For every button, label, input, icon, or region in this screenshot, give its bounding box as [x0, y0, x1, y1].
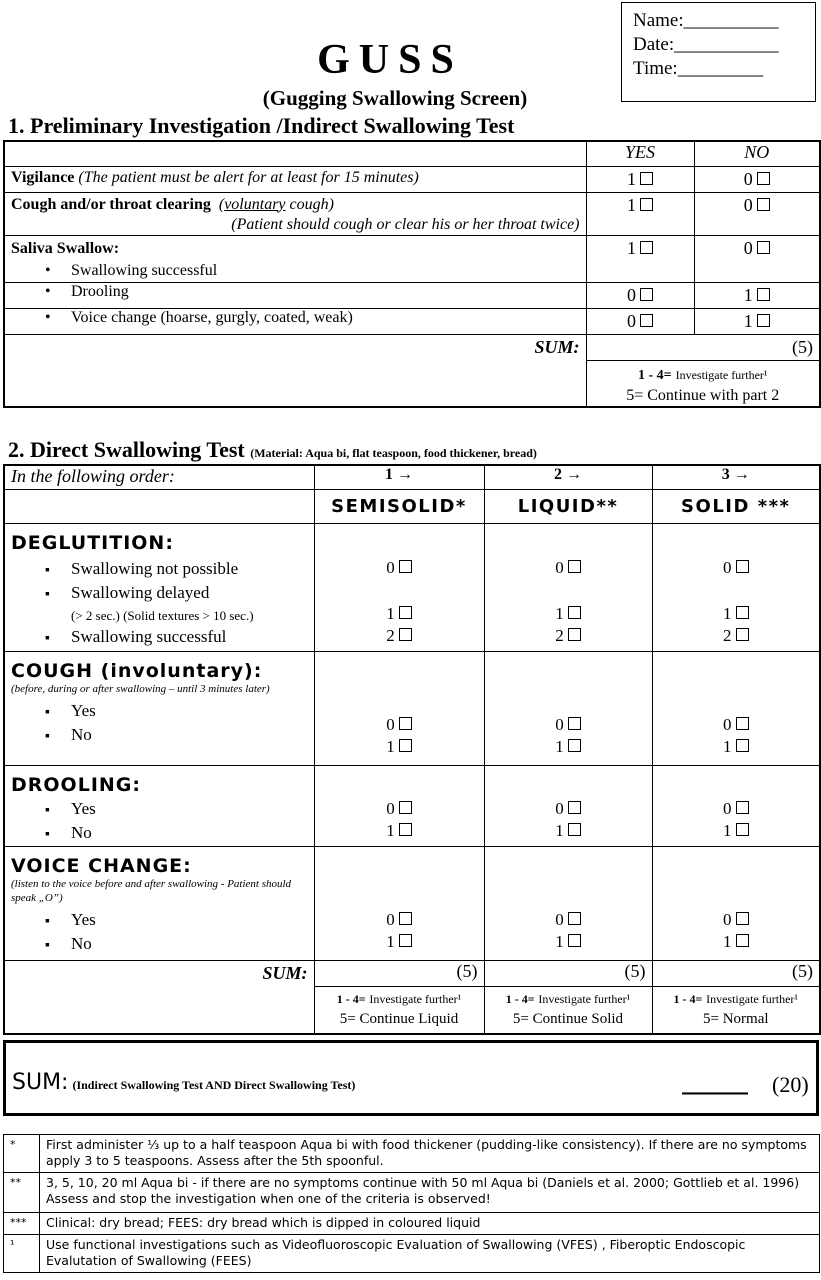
- cough-liquid[interactable]: 0 1: [484, 651, 652, 765]
- sum-semisolid[interactable]: (5): [314, 960, 484, 986]
- checkbox-icon[interactable]: [736, 801, 749, 814]
- checkbox-icon[interactable]: [736, 560, 749, 573]
- sum-liquid[interactable]: (5): [484, 960, 652, 986]
- checkbox-icon[interactable]: [640, 314, 653, 327]
- col-semisolid: SEMISOLID*: [314, 489, 484, 523]
- checkbox-icon[interactable]: [568, 717, 581, 730]
- checkbox-icon[interactable]: [399, 912, 412, 925]
- checkbox-icon[interactable]: [736, 739, 749, 752]
- part1-title: 1. Preliminary Investigation /Indirect Swallowing Test: [8, 113, 515, 138]
- footnote-symbol: ¹: [4, 1235, 40, 1273]
- checkbox-icon[interactable]: [399, 606, 412, 619]
- footnote-text: Use functional investigations such as Videofluoroscopic Evaluation of Swallowing (VFES) , Fiberoptic Endoscopic Evalutation of Swallowing (FEES): [40, 1235, 820, 1273]
- time-field[interactable]: Time:_________: [633, 58, 764, 79]
- footnote-symbol: *: [4, 1135, 40, 1173]
- drooling-yes[interactable]: 0: [586, 282, 694, 308]
- outcome-solid: 1 - 4= Investigate further¹ 5= Normal: [652, 986, 820, 1034]
- checkbox-icon[interactable]: [757, 241, 770, 254]
- checkbox-icon[interactable]: [568, 912, 581, 925]
- checkbox-icon[interactable]: [568, 823, 581, 836]
- voice-no[interactable]: 1: [694, 308, 820, 334]
- deglutition-liquid[interactable]: 0 1 2: [484, 523, 652, 651]
- total-sum-label: SUM:: [12, 1070, 69, 1095]
- part2-sum-label: SUM:: [4, 960, 314, 986]
- checkbox-icon[interactable]: [568, 606, 581, 619]
- checkbox-icon[interactable]: [640, 198, 653, 211]
- checkbox-icon[interactable]: [736, 823, 749, 836]
- vigilance-no[interactable]: 0: [694, 166, 820, 192]
- part1-sum-label: SUM:: [4, 334, 586, 360]
- col-no: NO: [694, 141, 820, 166]
- name-field[interactable]: Name:__________: [633, 10, 779, 31]
- checkbox-icon[interactable]: [568, 628, 581, 641]
- footnote-symbol: **: [4, 1173, 40, 1213]
- deglutition-section: DEGLUTITION: ▪ Swallowing not possible ▪ Swallowing delayed (> 2 sec.) (Solid textures > 10 sec.) ▪ Swallowing successful: [4, 523, 314, 651]
- date-field[interactable]: Date:___________: [633, 34, 779, 55]
- col-liquid: LIQUID**: [484, 489, 652, 523]
- cough-row: Cough and/or throat clearing (voluntary cough) (Patient should cough or clear his or her throat twice): [4, 192, 586, 235]
- voice-solid[interactable]: 0 1: [652, 846, 820, 960]
- checkbox-icon[interactable]: [568, 560, 581, 573]
- voice-semisolid[interactable]: 0 1: [314, 846, 484, 960]
- order-1: 1 →: [314, 465, 484, 489]
- order-label: In the following order:: [4, 465, 314, 489]
- deglutition-solid[interactable]: 0 1 2: [652, 523, 820, 651]
- drooling-no[interactable]: 1: [694, 282, 820, 308]
- checkbox-icon[interactable]: [640, 241, 653, 254]
- deglutition-semisolid[interactable]: 0 1 2: [314, 523, 484, 651]
- outcome-semisolid: 1 - 4= Investigate further¹ 5= Continue Liquid: [314, 986, 484, 1034]
- checkbox-icon[interactable]: [399, 801, 412, 814]
- cough-yes[interactable]: 1: [586, 192, 694, 235]
- voice-yes[interactable]: 0: [586, 308, 694, 334]
- drooling-solid[interactable]: 0 1: [652, 765, 820, 846]
- swallow-yes[interactable]: 1: [586, 235, 694, 282]
- total-sum-blank[interactable]: ______: [682, 1070, 748, 1095]
- part1-sum-value[interactable]: (5): [586, 334, 820, 360]
- footnote-text: First administer ⅓ up to a half teaspoon Aqua bi with food thickener (pudding-like consistency). If there are no symptoms apply 3 to 5 teaspoons. Assess after the 5th spoonful.: [40, 1135, 820, 1173]
- checkbox-icon[interactable]: [757, 198, 770, 211]
- total-sum-box: [3, 1040, 819, 1116]
- checkbox-icon[interactable]: [568, 739, 581, 752]
- checkbox-icon[interactable]: [757, 314, 770, 327]
- form-title: GUSS: [317, 37, 463, 83]
- total-sum-note: (Indirect Swallowing Test AND Direct Swallowing Test): [72, 1078, 356, 1092]
- order-2: 2 →: [484, 465, 652, 489]
- footnotes-table: [3, 1134, 820, 1273]
- col-yes: YES: [586, 141, 694, 166]
- col-solid: SOLID ***: [652, 489, 820, 523]
- cough-section: COUGH (involuntary): (before, during or after swallowing – until 3 minutes later) ▪ Yes ▪ No: [4, 651, 314, 765]
- checkbox-icon[interactable]: [757, 288, 770, 301]
- checkbox-icon[interactable]: [736, 717, 749, 730]
- drooling-liquid[interactable]: 0 1: [484, 765, 652, 846]
- part1-sum-note: 1 - 4= Investigate further¹ 5= Continue with part 2: [586, 360, 820, 407]
- checkbox-icon[interactable]: [399, 823, 412, 836]
- checkbox-icon[interactable]: [399, 934, 412, 947]
- voice-row: • Voice change (hoarse, gurgly, coated, weak): [4, 308, 586, 334]
- checkbox-icon[interactable]: [399, 739, 412, 752]
- drooling-semisolid[interactable]: 0 1: [314, 765, 484, 846]
- total-sum-max: (20): [772, 1072, 809, 1097]
- checkbox-icon[interactable]: [757, 172, 770, 185]
- checkbox-icon[interactable]: [568, 801, 581, 814]
- form-subtitle: (Gugging Swallowing Screen): [262, 86, 528, 110]
- checkbox-icon[interactable]: [568, 934, 581, 947]
- checkbox-icon[interactable]: [736, 606, 749, 619]
- saliva-row: Saliva Swallow: • Swallowing successful: [4, 235, 586, 282]
- footnote-text: Clinical: dry bread; FEES: dry bread which is dipped in coloured liquid: [40, 1213, 820, 1235]
- vigilance-yes[interactable]: 1: [586, 166, 694, 192]
- order-3: 3 →: [652, 465, 820, 489]
- checkbox-icon[interactable]: [736, 934, 749, 947]
- voice-section: VOICE CHANGE: (listen to the voice before and after swallowing - Patient should speak „O”) ▪ Yes ▪ No: [4, 846, 314, 960]
- checkbox-icon[interactable]: [399, 560, 412, 573]
- voice-liquid[interactable]: 0 1: [484, 846, 652, 960]
- indirect-swallowing-table: [3, 140, 821, 408]
- cough-solid[interactable]: 0 1: [652, 651, 820, 765]
- footnote-text: 3, 5, 10, 20 ml Aqua bi - if there are no symptoms continue with 50 ml Aqua bi (Daniels et al. 2000; Gottlieb et al. 1996) Assess and stop the investigation when one of the criteria is observed!: [40, 1173, 820, 1213]
- checkbox-icon[interactable]: [736, 628, 749, 641]
- drooling-section: DROOLING: ▪ Yes ▪ No: [4, 765, 314, 846]
- footnote-symbol: ***: [4, 1213, 40, 1235]
- checkbox-icon[interactable]: [640, 288, 653, 301]
- cough-no[interactable]: 0: [694, 192, 820, 235]
- sum-solid[interactable]: (5): [652, 960, 820, 986]
- swallow-no[interactable]: 0: [694, 235, 820, 282]
- part2-title: 2. Direct Swallowing Test (Material: Aqua bi, flat teaspoon, food thickener, bread): [8, 437, 537, 462]
- outcome-liquid: 1 - 4= Investigate further¹ 5= Continue Solid: [484, 986, 652, 1034]
- drooling-row: • Drooling: [4, 282, 586, 308]
- cough-semisolid[interactable]: 0 1: [314, 651, 484, 765]
- checkbox-icon[interactable]: [399, 628, 412, 641]
- checkbox-icon[interactable]: [399, 717, 412, 730]
- checkbox-icon[interactable]: [640, 172, 653, 185]
- checkbox-icon[interactable]: [736, 912, 749, 925]
- vigilance-row: Vigilance (The patient must be alert for at least for 15 minutes): [4, 166, 586, 192]
- direct-swallowing-table: [3, 464, 821, 1035]
